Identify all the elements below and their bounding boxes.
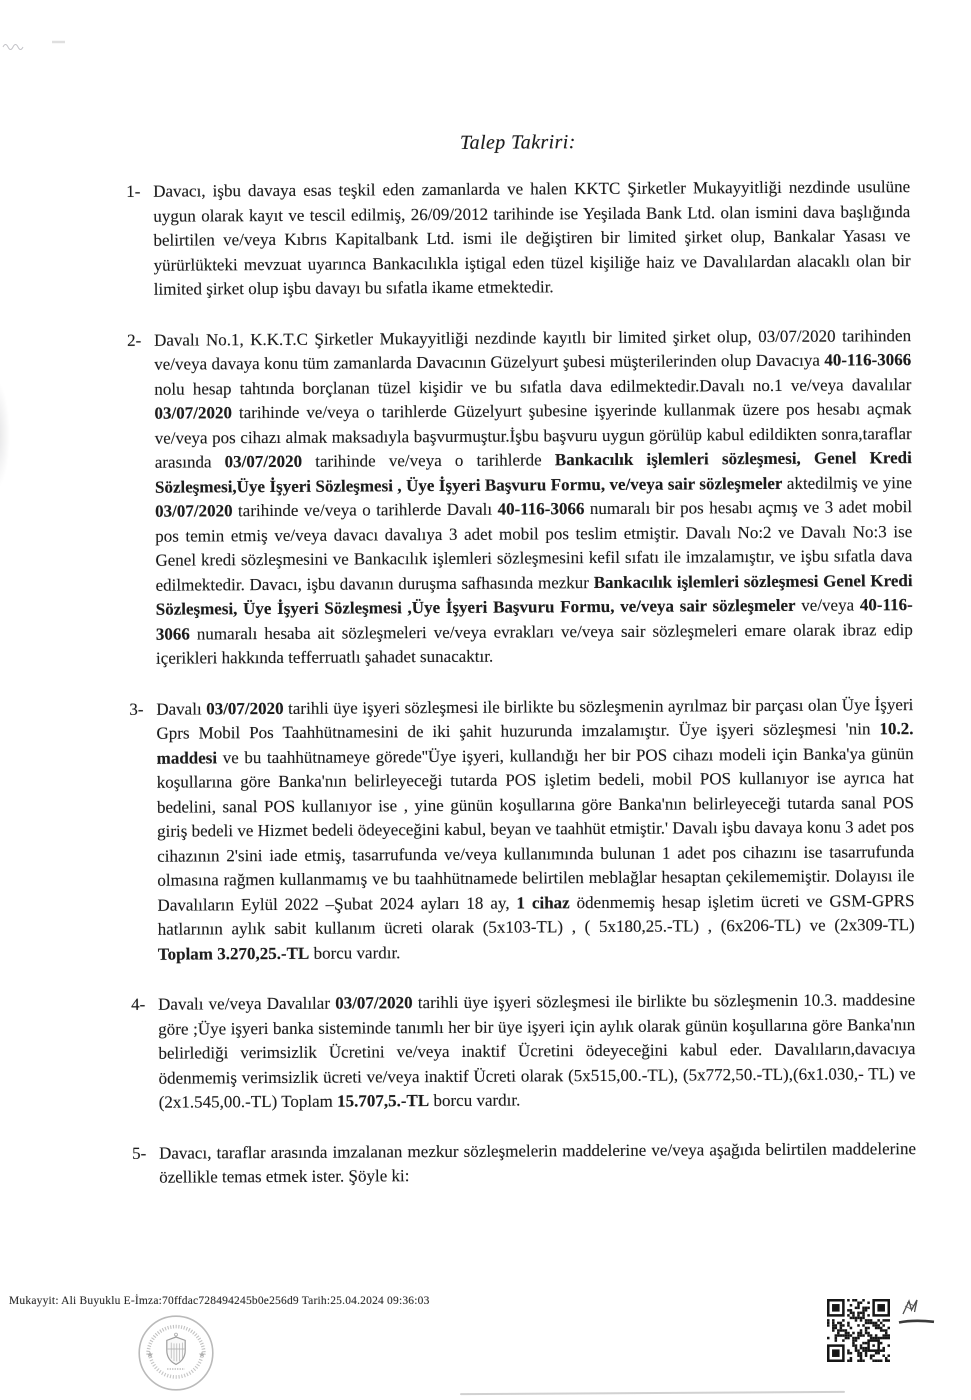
paragraph-4-number: 4- [131, 994, 146, 1014]
official-seal-icon [136, 1313, 216, 1393]
paragraph-2-number: 2- [127, 330, 142, 350]
document-title: Talep Takriri: [459, 131, 576, 154]
scan-streak-bottom [460, 1391, 845, 1395]
paragraph-1-text: Davacı, işbu davaya esas teşkil eden zamanlarda ve halen KKTC Şirketler Mukayyitliği nezdinde usulüne uygun olarak kayıt ve tescil edilmiş, 26/09/2012 tarihinde ise Yeşilada Bank Ltd. olan ismini dava başlığında belirtilen ve/veya Kıbrıs Kapitalbank Ltd. ismi ile değiştiren bir limited şirket olup, Bankalar Yasası ve yürürlükteki mevzuat uyarınca Bankacılıkla iştigal eden tüzel kişiliğe haiz ve Davalılardan alacaklı olan bir limited şirket olup işbu davayı bu sıfatla ikame etmektedir. [153, 177, 911, 299]
paragraph-4-text: Davalı ve/veya Davalılar 03/07/2020 tarihli üye işyeri sözleşmesi ile birlikte bu sözleşmenin 10.3. maddesine göre ;Üye işyeri banka sisteminde tanımlı her bir üye işyeri için aylık olarak günün koşullarına göre Banka'nın belirlediği verimsizlik Ücretini ve/veya inaktif Ücretini ödeyeceğini kabul eder. Davalıların,davacıya ödenmemiş verimsizlik ücreti ve/veya inaktif Ücreti olarak (5x515,00.-TL), (5x772,50.-TL),(6x1.030,- TL) ve (2x1.545,00.-TL) Toplam 15.707,5.-TL borcu vardır. [158, 990, 916, 1112]
registrar-esignature-line: Mukayyit: Ali Buyuklu E-İmza:70ffdac728494245b0e256d9 Tarih:25.04.2024 09:36:03 [9, 1295, 430, 1307]
paragraph-1-number: 1- [126, 181, 141, 201]
paragraph-5-number: 5- [131, 1143, 147, 1163]
paragraph-3 [129, 693, 915, 967]
paragraph-2 [127, 324, 913, 672]
paragraph-2-text: Davalı No.1, K.K.T.C Şirketler Mukayyitliği nezdinde kayıtlı bir limited şirket olup, 03/07/2020 tarihinden ve/veya davaya konu tüm zamanlarda Davacının Güzelyurt şubesi müşterilerinden olup Davacıya 40-116-3066 nolu hesap tahtında borçlanan tüzel kişidir ve bu sıfatla dava edilmektedir.Davalı no.1 ve/veya davalılar 03/07/2020 tarihinde ve/veya o tarihlerde Güzelyurt şubesine işyerinde kullanmak üzere pos hesabı açmak ve/veya pos cihazı almak maksadıyla başvurmuştur.İşbu başvuru uygun görülüp kabul edildikten sonra,taraflar arasında 03/07/2020 tarihinde ve/veya o tarihlerde Bankacılık işlemleri sözleşmesi, Genel Kredi Sözleşmesi,Üye İşyeri Sözleşmesi , Üye İşyeri Başvuru Formu, ve/veya sair sözleşmeler aktedilmiş ve yine 03/07/2020 tarihinde ve/veya o tarihlerde Davalı 40-116-3066 numaralı bir pos hesabı açmış ve 3 adet mobil pos temin etmiş ve/veya davacı davalıya 3 adet mobil pos teslim etmiştir. Davalı No:2 ve Davalı No:3 ise Genel kredi sözleşmesini ve Bankacılık işlemleri sözleşmesini kefil sıfatı ile imzalamıştır, ve işbu sıfatla dava edilmektedir. Davacı, işbu davanın duruşma safhasında mezkur Bankacılık işlemleri sözleşmesi Genel Kredi Sözleşmesi, Üye İşyeri Sözleşmesi ,Üye İşyeri Başvuru Formu, ve/veya sair sözleşmeler ve/veya 40-116-3066 numaralı hesaba ait sözleşmeleri ve/veya evrakları ve/veya sair sözleşmeleri emare olarak ibraz edip içerikleri hakkında tefferruatlı şahadet sunacaktır. [154, 325, 913, 668]
paragraph-1 [126, 175, 911, 302]
scan-smudge-left-edge [0, 380, 10, 490]
paragraph-5-text: Davacı, taraflar arasında imzalanan mezkur sözleşmelerin maddelerine ve/veya aşağıda belirtilen maddelerine özellikle temas etmek ister. Şöyle ki: [158, 1138, 917, 1187]
paragraph-4 [131, 988, 916, 1115]
scan-artifact-squiggle [2, 36, 72, 54]
qr-code-icon [827, 1299, 890, 1362]
document-body [125, 0, 916, 1216]
pen-mark-icon [896, 1297, 938, 1333]
paragraph-5 [132, 1137, 916, 1191]
paragraph-3-number: 3- [129, 699, 144, 719]
paragraph-3-text: Davalı 03/07/2020 tarihli üye işyeri sözleşmesi ile birlikte bu sözleşmenin ayrılmaz bir parçası olan Üye İşyeri Gprs Mobil Pos Taahhütnamesini de iki şahit huzurunda imzalamıştır. Üye işyeri sözleşmesi 'nin 10.2. maddesi ve bu taahhütnameye görede''Üye işyeri, kullandığı her bir POS cihazı modeli için Banka'ya günün koşullarına göre Banka'nın belirleyeceği tutarda POS işletim bedeli, mobil POS kullanıyor ise ayrıca hat bedelini, sanal POS kullanıyor ise , yine günün koşullarına göre Banka'nın belirleyeceği tutarda sanal POS giriş bedeli ve Hizmet bedeli ödeyeceğini kabul, beyan ve taahhüt etmiştir.' Davalı işbu davaya konu 3 adet pos cihazının 2'sini iade etmiş, tasarrufunda ve/veya kullanımında bulunan 1 adet pos cihazını ise tasarrufunda olmasına rağmen kullanmamış ve bu taahhütnamede belirtilen meblağlar hesaptan çekilememiştir. Dolayısı ile Davalıların Eylül 2022 –Şubat 2024 ayları 18 ay, 1 cihaz ödenmemiş hesap işletim ücreti ve GSM-GPRS hatlarının aylık sabit kullanım ücreti olarak (5x103-TL) , ( 5x180,25.-TL) , (6x206-TL) ve (2x309-TL) Toplam 3.270,25.-TL borcu vardır. [156, 694, 915, 964]
